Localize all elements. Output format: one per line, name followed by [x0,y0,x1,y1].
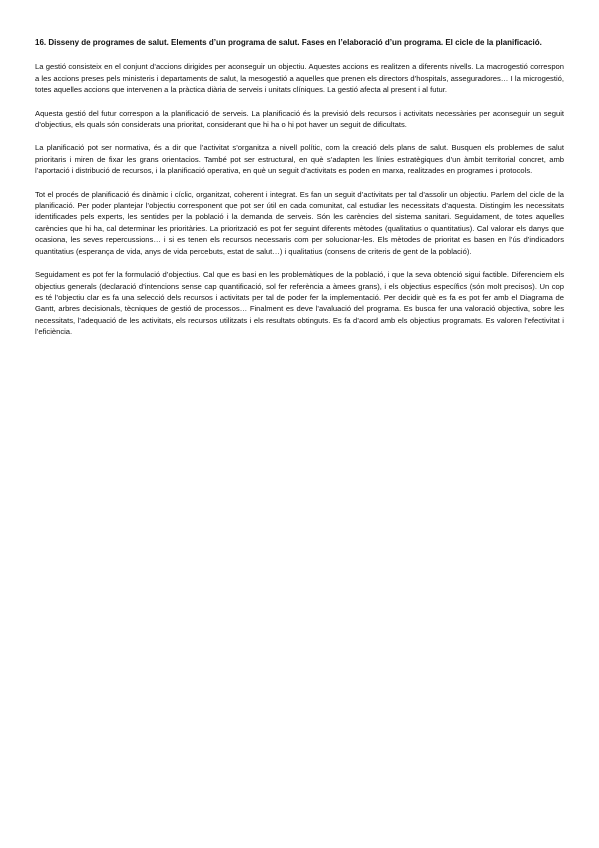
paragraph-objectius-avaluacio: Seguidament es pot fer la formulació d’objectius. Cal que es basi en les problemàtiques de la població, i que la seva obtenció sigui factible. Diferenciem els objectius generals (declaració d’intencions sense cap quantificació, sol fer referència a àmees grans), i els objectius específics (són molt precisos). Un cop es té l’objectiu clar es fa una selecció dels recursos i activitats per tal de poder fer la implementació. Per decidir què es fa es pot fer amb el Diagrama de Gantt, arbres decisionals, tècniques de gestió de processos… Finalment es deve l’avaluació del programa. Es busca fer una valoració objectiva, sobre les necessitats, l’adequació de les activitats, els recursos utilitzats i els resultats obtinguts. Es fa d’acord amb els objectius programats. Es valoren l’efectivitat i l’eficiència. [35,270,564,337]
paragraph-planificacio-serveis: Aquesta gestió del futur correspon a la planificació de serveis. La planificació és la previsió dels recursos i activitats necessàries per aconseguir un seguit d’objectius, els quals són considerats una prioritat, considerant que hi ha o hi pot haver un seguit de dificultats. [35,108,564,130]
paragraph-tipus-planificacio: La planificació pot ser normativa, és a dir que l’activitat s’organitza a nivell polític, com la creació dels plans de salut. Busquen els problemes de salut prioritaris i miren de fixar les grans orientacios. També pot ser estructural, en què s’adapten les línies estratègiques d’un àmbit territorial concret, amb l’aportació i distribució de recursos, i la planificació operativa, en què un seguit d’activitats es poden en marxa, realitzades en programes i protocols. [35,143,564,176]
paragraph-gestio: La gestió consisteix en el conjunt d’accions dirigides per aconseguir un objectiu. Aquestes accions es realitzen a diferents nivells. La macrogestió correspon a les accions preses pels ministeris i departaments de salut, la mesogestió a aquelles que prenen els directors d’hospitals, asseguradores… I la microgestió, totes aquelles accions que intervenen a la pràctica diària de serveis i unitats clíniques. La gestió afecta al present i al futur. [35,62,564,95]
section-heading: 16. Disseny de programes de salut. Elements d’un programa de salut. Fases en l’elaboració d’un programa. El cicle de la planificació. [35,38,542,47]
paragraph-cicle-planificacio: Tot el procés de planificació és dinàmic i cíclic, organitzat, coherent i integrat. Es fan un seguit d’activitats per tal d’assolir un objectiu. Parlem del cicle de la planificació. Per poder plantejar l’objectiu corresponent que pot ser útil en cada comunitat, cal estudiar les necessitats d’aquesta. Distingim les necessitats identificades pels experts, les sentides per la població i la demanda de serveis. Són les carències del sistema sanitari. Seguidament, de totes aquelles carències que hi ha, cal determinar les prioritàries. La priorització es pot fer seguint diferents mètodes (qualitatius o quantitatius). Cal valorar els danys que ocasiona, les seves repercussions… i si es tenen els recursos necessaris com per solucionar-les. Els mètodes de prioritat es basen en l’ús d’indicadors quantitatius (esperança de vida, anys de vida percebuts, estat de salut…) i qualitatius (consens de criteris de gent de la població). [35,189,564,256]
document-page [35,37,564,350]
